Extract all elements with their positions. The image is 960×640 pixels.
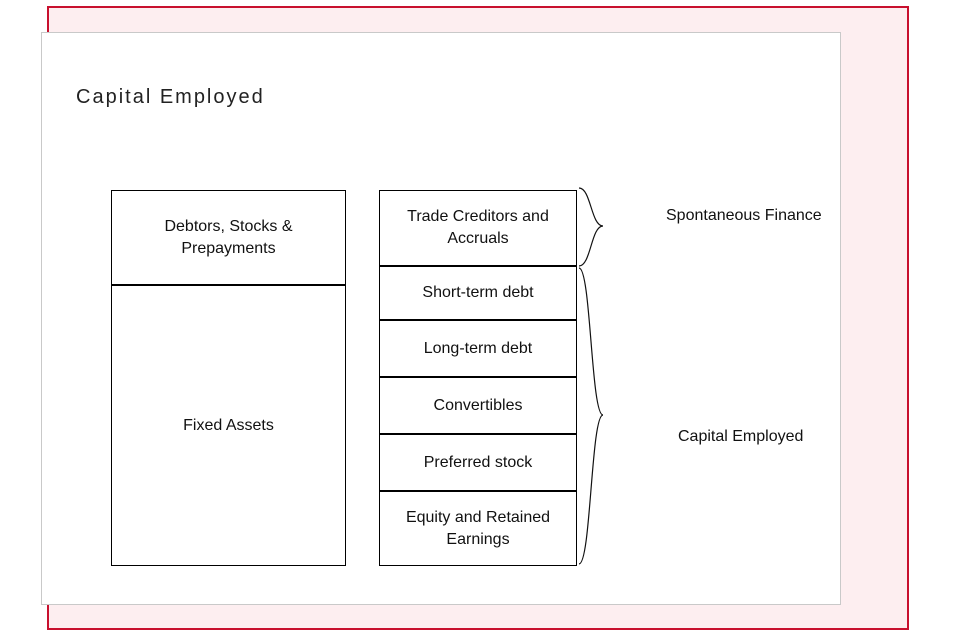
financing-box-preferred-stock: Preferred stock (379, 434, 577, 491)
financing-box-long-term-debt: Long-term debt (379, 320, 577, 377)
financing-box-equity: Equity and Retained Earnings (379, 491, 577, 566)
brace-spontaneous-finance (577, 186, 629, 270)
asset-box-fixed-assets: Fixed Assets (111, 285, 346, 566)
financing-box-convertibles: Convertibles (379, 377, 577, 434)
financing-box-trade-creditors: Trade Creditors and Accruals (379, 190, 577, 266)
brace-label-spontaneous-finance: Spontaneous Finance (666, 207, 822, 224)
asset-box-debtors: Debtors, Stocks & Prepayments (111, 190, 346, 285)
brace-capital-employed (577, 266, 629, 568)
page-title: Capital Employed (76, 86, 265, 108)
brace-label-capital-employed: Capital Employed (678, 428, 804, 445)
financing-box-short-term-debt: Short-term debt (379, 266, 577, 320)
